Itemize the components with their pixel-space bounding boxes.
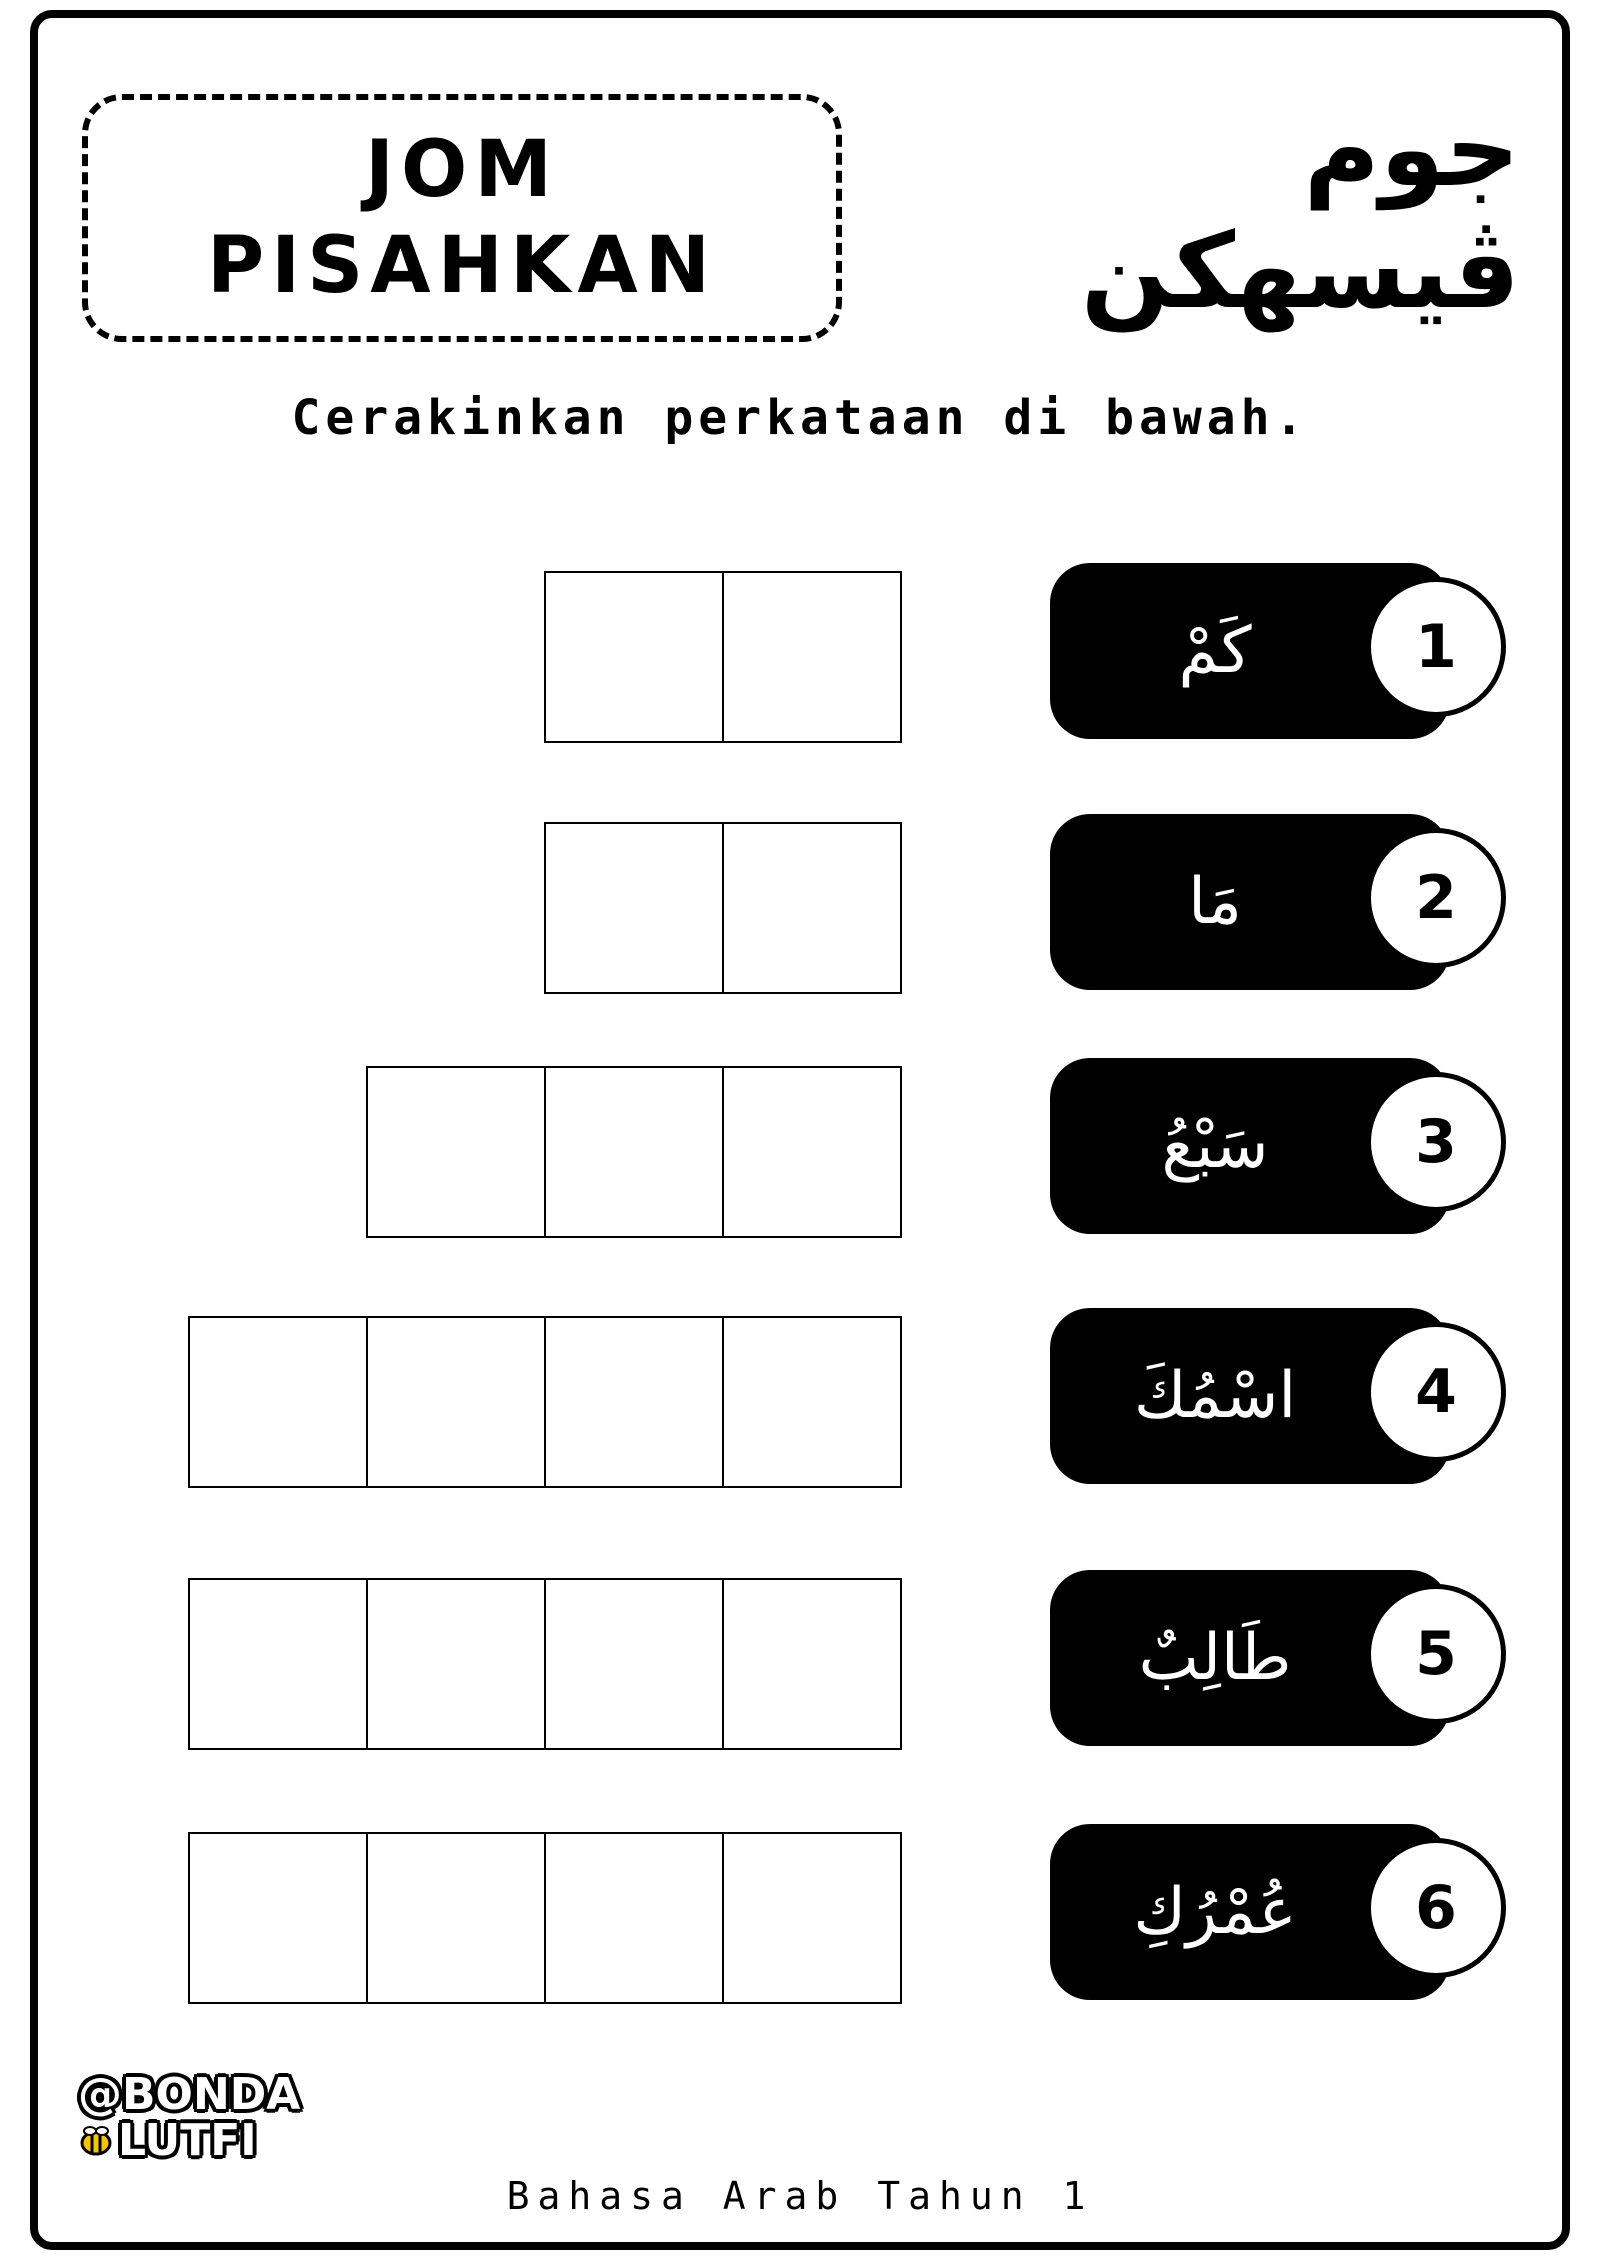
title-line-2: PISAHKAN bbox=[206, 221, 718, 311]
answer-box[interactable] bbox=[544, 1832, 724, 2004]
answer-box[interactable] bbox=[366, 1832, 546, 2004]
number-badge: 6 bbox=[1366, 1838, 1506, 1978]
logo-bottom bbox=[78, 2115, 278, 2166]
answer-box[interactable] bbox=[366, 1316, 546, 1488]
arabic-word: كَمْ bbox=[1178, 614, 1252, 688]
jawi-title: جوم ڤيسهكن bbox=[1080, 88, 1520, 332]
exercise-row-5 bbox=[0, 1570, 1600, 1750]
exercise-row-6 bbox=[0, 1824, 1600, 2004]
number-badge: 1 bbox=[1366, 577, 1506, 717]
exercise-row-4 bbox=[0, 1308, 1600, 1488]
answer-box[interactable] bbox=[366, 1066, 546, 1238]
answer-boxes-6 bbox=[190, 1832, 902, 2004]
instruction-text: Cerakinkan perkataan di bawah. bbox=[291, 390, 1309, 446]
answer-box[interactable] bbox=[188, 1578, 368, 1750]
number-badge: 5 bbox=[1366, 1584, 1506, 1724]
answer-box[interactable] bbox=[366, 1578, 546, 1750]
answer-box[interactable] bbox=[188, 1316, 368, 1488]
title-box bbox=[82, 94, 842, 342]
answer-box[interactable] bbox=[544, 1316, 724, 1488]
answer-box[interactable] bbox=[722, 1066, 902, 1238]
answer-boxes-1 bbox=[546, 571, 902, 743]
answer-box[interactable] bbox=[722, 1316, 902, 1488]
number-badge: 3 bbox=[1366, 1072, 1506, 1212]
answer-box[interactable] bbox=[722, 822, 902, 994]
arabic-word: مَا bbox=[1188, 865, 1242, 939]
answer-box[interactable] bbox=[722, 1832, 902, 2004]
answer-box[interactable] bbox=[544, 571, 724, 743]
answer-box[interactable] bbox=[544, 822, 724, 994]
exercise-row-2 bbox=[0, 814, 1600, 994]
arabic-word: سَبْعُ bbox=[1161, 1109, 1269, 1183]
arabic-word: طَالِبٌ bbox=[1138, 1621, 1292, 1695]
answer-box[interactable] bbox=[544, 1578, 724, 1750]
logo-line-1: @BONDA bbox=[78, 2069, 301, 2120]
answer-boxes-5 bbox=[190, 1578, 902, 1750]
exercise-row-3 bbox=[0, 1058, 1600, 1238]
number-badge: 4 bbox=[1366, 1322, 1506, 1462]
answer-box[interactable] bbox=[188, 1832, 368, 2004]
title-line-1: JOM bbox=[365, 125, 559, 215]
answer-box[interactable] bbox=[722, 1578, 902, 1750]
answer-boxes-4 bbox=[190, 1316, 902, 1488]
number-badge: 2 bbox=[1366, 828, 1506, 968]
arabic-word: عُمْرُكِ bbox=[1133, 1875, 1297, 1949]
bee-icon bbox=[78, 2123, 114, 2159]
answer-boxes-2 bbox=[546, 822, 902, 994]
footer-text: Bahasa Arab Tahun 1 bbox=[506, 2174, 1094, 2218]
answer-box[interactable] bbox=[544, 1066, 724, 1238]
exercise-row-1 bbox=[0, 563, 1600, 743]
logo-line-2: LUTFI bbox=[118, 2115, 257, 2166]
answer-box[interactable] bbox=[722, 571, 902, 743]
answer-boxes-3 bbox=[368, 1066, 902, 1238]
arabic-word: اسْمُكَ bbox=[1133, 1359, 1297, 1433]
